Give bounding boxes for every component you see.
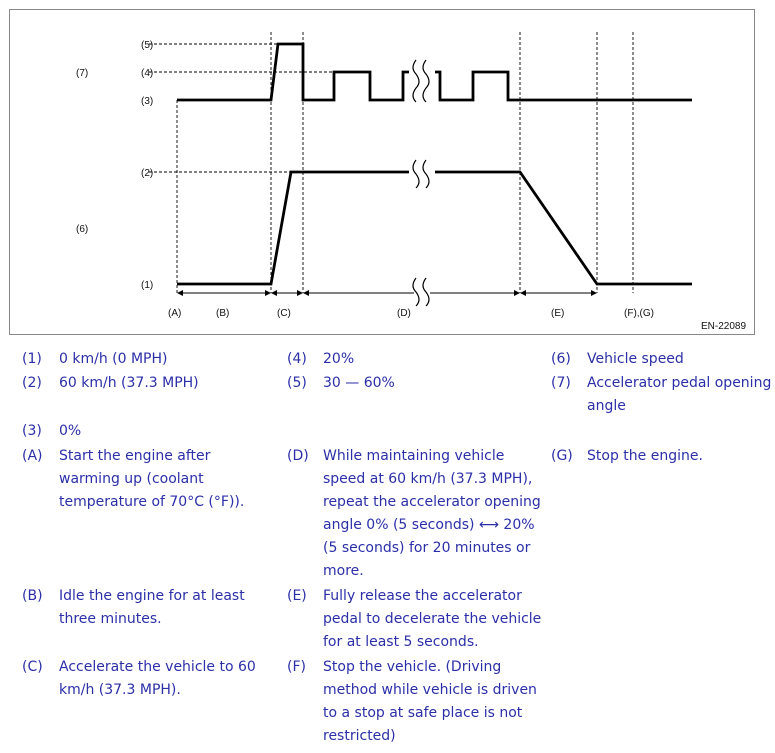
- timing-diagram-svg: [10, 10, 756, 336]
- legend-text: Stop the vehicle. (Driving method while vehicle is driven to a stop at safe place is not restricted): [323, 659, 537, 744]
- arrowhead: [297, 290, 303, 296]
- legend-code: (4): [287, 351, 307, 367]
- legend-code: (1): [22, 351, 42, 367]
- legend-code: (F): [287, 659, 306, 675]
- legend-code: (6): [551, 351, 571, 367]
- legend-code: (G): [551, 448, 573, 464]
- speed-trace: [177, 172, 409, 284]
- phase-arrows: [177, 290, 597, 296]
- legend-text: Start the engine after warming up (coolant temperature of 70°C (°F)).: [59, 448, 245, 510]
- legend-text: 0 km/h (0 MPH): [59, 351, 168, 367]
- legend-text: 30 — 60%: [323, 375, 395, 391]
- label-p2: (2): [141, 168, 154, 179]
- label-speed-axis: (6): [76, 224, 89, 235]
- break-mark: [413, 160, 419, 188]
- label-p5: (5): [141, 40, 154, 51]
- timing-diagram: [9, 9, 755, 335]
- label-p1: (1): [141, 280, 154, 291]
- label-p3: (3): [141, 96, 154, 107]
- break-mark: [423, 60, 429, 102]
- arrowhead: [520, 290, 526, 296]
- label-phase-d: (D): [397, 308, 411, 319]
- label-pedal-axis: (7): [76, 68, 89, 79]
- figure-id: EN-22089: [701, 321, 747, 332]
- legend: [0, 345, 775, 753]
- arrowhead: [177, 290, 183, 296]
- label-phase-c: (C): [277, 308, 291, 319]
- arrowhead: [591, 290, 597, 296]
- label-phase-fg: (F),(G): [624, 308, 654, 319]
- legend-code: (E): [287, 588, 307, 604]
- legend-code: (D): [287, 448, 309, 464]
- legend-text: Accelerator pedal opening angle: [587, 375, 772, 414]
- legend-text: 60 km/h (37.3 MPH): [59, 375, 199, 391]
- break-symbols: [413, 60, 429, 306]
- label-phase-b: (B): [216, 308, 230, 319]
- speed-trace-2: [435, 172, 692, 284]
- legend-text: Idle the engine for at least three minutes.: [59, 588, 245, 627]
- break-mark: [413, 278, 419, 306]
- legend-text: Stop the engine.: [587, 448, 703, 464]
- label-phase-a: (A): [168, 308, 182, 319]
- legend-text: Fully release the accelerator pedal to decelerate the vehicle for at least 5 seconds.: [323, 588, 542, 650]
- legend-text: 0%: [59, 423, 82, 439]
- break-mark: [423, 278, 429, 306]
- legend-text: While maintaining vehicle speed at 60 km/h (37.3 MPH), repeat the accelerator opening angle 0% (5 seconds) ⟷ 20% (5 seconds) for 20 minutes or more.: [323, 448, 541, 579]
- break-mark: [423, 160, 429, 188]
- legend-code: (5): [287, 375, 307, 391]
- arrowhead: [271, 290, 277, 296]
- break-mark: [413, 60, 419, 102]
- arrowhead: [303, 290, 309, 296]
- legend-code: (7): [551, 375, 571, 391]
- label-p4: (4): [141, 68, 154, 79]
- pedal-angle-trace-2: [435, 72, 692, 100]
- legend-code: (C): [22, 659, 43, 675]
- legend-code: (3): [22, 423, 42, 439]
- legend-code: (2): [22, 375, 42, 391]
- arrowhead: [265, 290, 271, 296]
- legend-code: (B): [22, 588, 43, 604]
- legend-text: 20%: [323, 351, 355, 367]
- legend-text: Vehicle speed: [587, 351, 684, 367]
- legend-code: (A): [22, 448, 43, 464]
- arrowhead: [514, 290, 520, 296]
- legend-text: Accelerate the vehicle to 60 km/h (37.3 MPH).: [59, 659, 256, 698]
- dashed-guides: [149, 32, 633, 293]
- label-phase-e: (E): [551, 308, 565, 319]
